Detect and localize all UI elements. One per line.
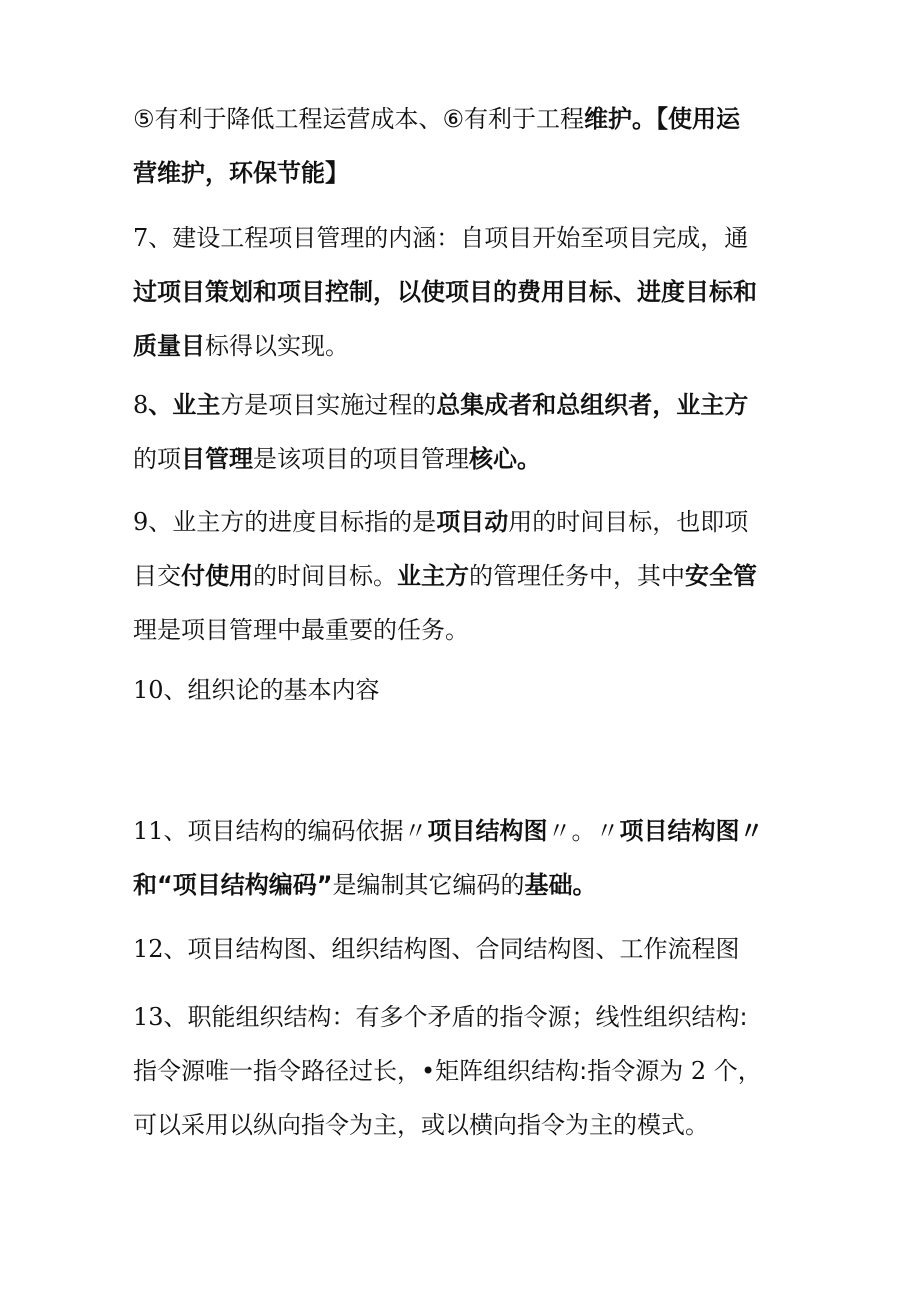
text-line: ⑤有利于降低工程运营成本、⑥有利于工程维护。【使用运 bbox=[133, 105, 741, 133]
text-line: 7、建设工程项目管理的内涵：自项目开始至项目完成，通 bbox=[133, 224, 749, 252]
text-line: 8、业主方是项目实施过程的总集成者和总组织者，业主方 bbox=[133, 391, 749, 419]
paragraph-11 bbox=[133, 804, 793, 912]
paragraph-13 bbox=[133, 990, 793, 1152]
paragraph-9 bbox=[133, 495, 793, 657]
text-line: 9、业主方的进度目标指的是项目动用的时间目标，也即项 bbox=[133, 508, 749, 536]
text-line: 10、组织论的基本内容 bbox=[133, 676, 380, 704]
paragraph-10 bbox=[133, 663, 793, 717]
text-line: 指令源唯一指令路径过长，•矩阵组织结构:指令源为 2 个， bbox=[133, 1057, 762, 1085]
text-line: 的项目管理是该项目的项目管理核心。 bbox=[133, 445, 541, 473]
text-line: 目交付使用的时间目标。业主方的管理任务中，其中安全管 bbox=[133, 562, 757, 590]
text-line: 理是项目管理中最重要的任务。 bbox=[133, 616, 469, 644]
paragraph-12 bbox=[133, 922, 793, 976]
text-line: 营维护，环保节能】 bbox=[133, 159, 349, 187]
text-line: 11、项目结构的编码依据〃项目结构图〃。〃项目结构图〃 bbox=[133, 817, 764, 845]
paragraph-benefits bbox=[133, 92, 793, 200]
paragraph-7 bbox=[133, 211, 793, 373]
text-line: 过项目策划和项目控制，以使项目的费用目标、进度目标和 bbox=[133, 278, 757, 306]
paragraph-8 bbox=[133, 378, 793, 486]
text-line: 可以采用以纵向指令为主，或以横向指令为主的模式。 bbox=[133, 1111, 709, 1139]
text-line: 质量目标得以实现。 bbox=[133, 332, 349, 360]
text-line: 13、职能组织结构：有多个矛盾的指令源；线性组织结构: bbox=[133, 1003, 748, 1031]
text-line: 12、项目结构图、组织结构图、合同结构图、工作流程图 bbox=[133, 935, 740, 963]
text-line: 和“项目结构编码”是编制其它编码的基础。 bbox=[133, 871, 597, 899]
